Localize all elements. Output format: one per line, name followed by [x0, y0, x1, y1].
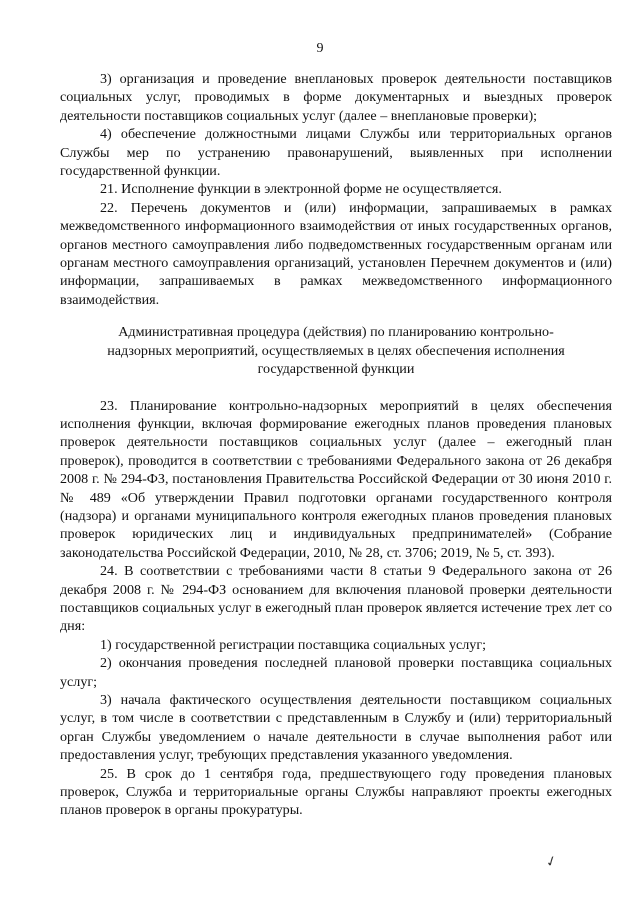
page-number: 9 — [316, 41, 324, 56]
list-item: 2) окончания проведения последней плановой проверки поставщика социальных услуг; — [60, 655, 612, 690]
section-heading-line: надзорных мероприятий, осуществляемых в целях обеспечения исполнения — [107, 342, 565, 359]
paragraph: 4) обеспечение должностными лицами Службы или территориальных органов Службы мер по устранению правонарушений, выявленных при исполнении государственной функции. — [60, 126, 612, 180]
paragraph: 3) организация и проведение внеплановых проверок деятельности поставщиков социальных услуг, проводимых в форме документарных и выездных проверок деятельности поставщиков социальных услуг (далее – внеплановые проверки); — [60, 71, 612, 124]
list-item: 1) государственной регистрации поставщика социальных услуг; — [100, 636, 487, 653]
section-heading-line: Административная процедура (действия) по планированию контрольно- — [118, 324, 554, 341]
section-heading-line: государственной функции — [257, 361, 415, 378]
paragraph: 23. Планирование контрольно-надзорных мероприятий в целях обеспечения исполнения функции, включая формирование ежегодных планов проведения плановых проверок деятельности поставщиков социальных услуг (далее – ежегодный план проверок), проводится в соответствии с требованиями Федерального закона от 26 декабря 2008 г. № 294-ФЗ, постановления Правительства Российской Федерации от 30 июня 2010 г. № 489 «Об утверждении Правил подготовки органами государственного контроля (надзора) и органами муниципального контроля ежегодных планов проведения плановых проверок юридических лиц и индивидуальных предпринимателей» (Собрание законодательства Российской Федерации, 2010, № 28, ст. 3706; 2019, № 5, ст. 393). — [60, 397, 612, 561]
paragraph: 25. В срок до 1 сентября года, предшествующего году проведения плановых проверок, Служба и территориальные органы Службы направляют проекты ежегодных планов проверок в органы прокуратуры. — [60, 765, 612, 819]
list-item: 3) начала фактического осуществления деятельности поставщиком социальных услуг, в том числе в соответствии с представленным в Службу и (или) территориальный орган Службы уведомлением о начале деятельности в случае выполнения работ или предоставления услуг, требующих представления указанного уведомления. — [60, 692, 612, 764]
margin-mark: ✓ — [543, 853, 560, 872]
spacer — [60, 379, 612, 397]
paragraph: 21. Исполнение функции в электронной форме не осуществляется. — [100, 181, 502, 198]
document-body — [60, 70, 612, 820]
paragraph: 22. Перечень документов и (или) информации, запрашиваемых в рамках межведомственного информационного взаимодействия от иных государственных органов, органов местного самоуправления либо подведомственных государственным органам или органам местного самоуправления организаций, установлен Перечнем документов и (или) информации, запрашиваемых в рамках межведомственного информационного взаимодействия. — [60, 199, 612, 308]
paragraph: 24. В соответствии с требованиями части 8 статьи 9 Федерального закона от 26 декабря 2008 г. № 294-ФЗ основанием для включения плановой проверки деятельности поставщиков социальных услуг в ежегодный план проверок является истечение трех лет со дня: — [60, 563, 612, 635]
spacer — [60, 309, 612, 323]
